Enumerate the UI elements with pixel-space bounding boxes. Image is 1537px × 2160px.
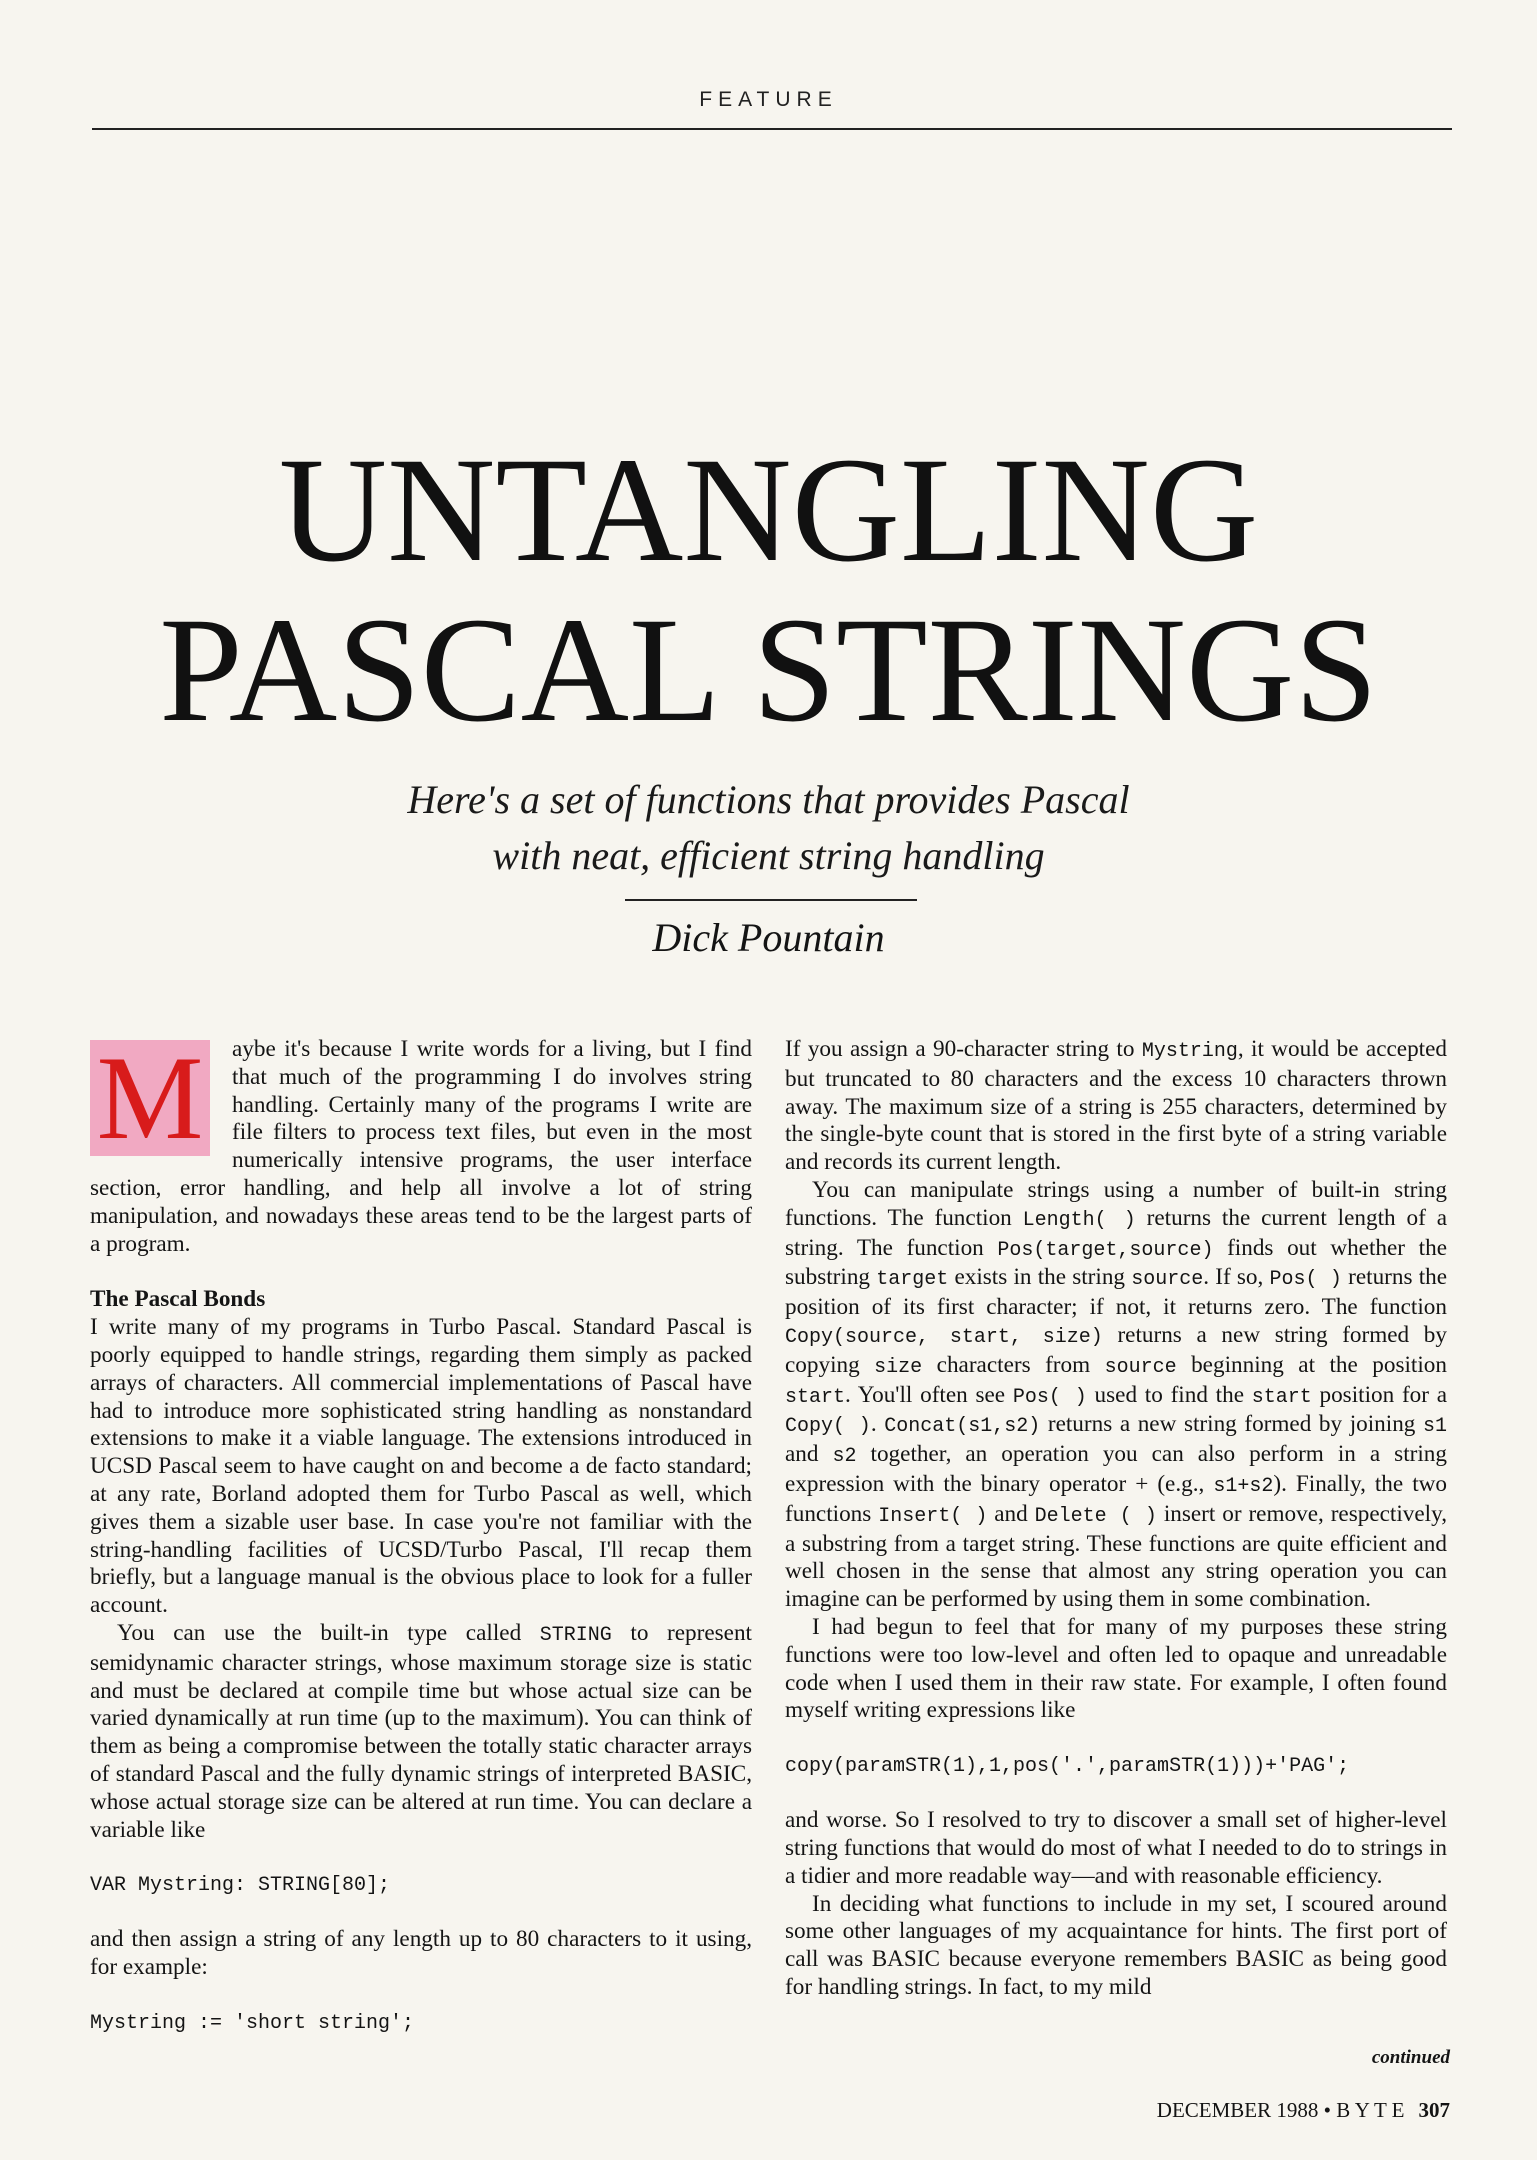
paragraph: If you assign a 90-character string to Mystring, it would be accepted but truncated to 80 characters and the excess 10 characters thrown away. The maximum size of a string is 255 characters, determined by the single-byte count that is stored in the first byte of a string variable and records its current length. bbox=[785, 1036, 1448, 1176]
paragraph: and then assign a string of any length up to 80 characters to it using, for example: bbox=[90, 1926, 752, 1981]
paragraph: I write many of my programs in Turbo Pascal. Standard Pascal is poorly equipped to handle strings, regarding them simply as packed arrays of characters. All commercial implementations of Pascal have had to introduce more sophisticated string handling as nonstandard extensions to make it a viable language. The extensions introduced in UCSD Pascal seem to have caught on and become a de facto standard; at any rate, Borland adopted them for Turbo Pascal as well, which gives them a sizable user base. In case you're not familiar with the string-handling facilities of UCSD/Turbo Pascal, I'll recap them briefly, but a language manual is the obvious place to look for a fuller account. bbox=[90, 1314, 752, 1619]
page-folio bbox=[1000, 2098, 1450, 2123]
inline-code: start bbox=[785, 1385, 846, 1409]
paragraph: and worse. So I resolved to try to discover a small set of higher-level string functions that would do most of what I needed to do to strings in a tidier and more readable way—and with reasonable efficiency. bbox=[785, 1807, 1447, 1889]
inline-code: Pos(target,source) bbox=[997, 1238, 1214, 1262]
title-line-2: PASCAL STRINGS bbox=[159, 587, 1378, 753]
inline-code: source bbox=[1131, 1268, 1204, 1292]
article-title bbox=[0, 427, 1537, 753]
subtitle-line-1: Here's a set of functions that provides Pascal bbox=[407, 777, 1130, 822]
inline-code: Concat(s1,s2) bbox=[884, 1415, 1041, 1439]
inline-code: Mystring bbox=[1141, 1040, 1238, 1063]
continued-label: continued bbox=[1371, 2047, 1450, 2068]
inline-code: s2 bbox=[832, 1445, 857, 1469]
inline-code: Length( ) bbox=[1022, 1208, 1136, 1232]
inline-code: s1+s2 bbox=[1213, 1474, 1274, 1498]
inline-code: Pos( ) bbox=[1012, 1385, 1087, 1409]
header-rule bbox=[92, 128, 1452, 130]
title-line-1: UNTANGLING bbox=[278, 427, 1259, 593]
author-byline: Dick Pountain bbox=[652, 915, 885, 960]
code-block: copy(paramSTR(1),1,pos('.',paramSTR(1)))+'PAG'; bbox=[785, 1755, 1350, 1779]
folio-text: DECEMBER 1988 • B Y T E bbox=[1156, 2098, 1405, 2122]
paragraph: I had begun to feel that for many of my purposes these string functions were too low-level and often led to opaque and unreadable code when I used them in their raw state. For example, I often found myself writing expressions like bbox=[785, 1613, 1447, 1724]
inline-code: target bbox=[876, 1268, 949, 1292]
inline-code: Copy(source, start, size) bbox=[785, 1325, 1103, 1349]
section-heading: The Pascal Bonds bbox=[90, 1286, 266, 1313]
inline-code: Copy( ) bbox=[785, 1415, 871, 1439]
paragraph-intro: aybe it's because I write words for a living, but I find that much of the programming I do involves string handling. Certainly many of the programs I write are file filters to process text files, but even in the most numerically intensive programs, the user interface section, error handling, and help all involve a lot of string manipulation, and nowadays these areas tend to be the largest parts of a program. bbox=[90, 1036, 752, 1257]
page-number: 307 bbox=[1418, 2098, 1450, 2122]
article-subtitle bbox=[0, 772, 1537, 884]
code-block: Mystring := 'short string'; bbox=[90, 2011, 415, 2035]
inline-code: s1 bbox=[1423, 1415, 1448, 1439]
inline-code: STRING bbox=[539, 1623, 612, 1647]
inline-code: Insert( ) bbox=[878, 1504, 988, 1528]
section-label: FEATURE bbox=[699, 88, 838, 111]
paragraph: You can manipulate strings using a number of built-in string functions. The function Length( ) returns the current length of a string. The function Pos(target,source) finds out whether the substring target exists in the string source. If so, Pos( ) returns the position of its first character; if not, it returns zero. The function Copy(source, start, size) returns a new string formed by copying size characters from source beginning at the position start. You'll often see Pos( ) used to find the start position for a Copy( ). Concat(s1,s2) returns a new string formed by joining s1 and s2 together, an operation you can also perform in a string expression with the binary operator + (e.g., s1+s2). Finally, the two functions Insert( ) and Delete ( ) insert or remove, respectively, a substring from a target string. These functions are quite efficient and well chosen in the sense that almost any string operation you can imagine can be performed by using them in some combination. bbox=[785, 1176, 1448, 1613]
inline-code: Delete ( ) bbox=[1034, 1504, 1157, 1528]
subtitle-line-2: with neat, efficient string handling bbox=[492, 833, 1045, 878]
right-column bbox=[785, 1036, 1447, 2002]
inline-code: start bbox=[1251, 1385, 1312, 1409]
paragraph: In deciding what functions to include in my set, I scoured around some other languages of my acquaintance for hints. The first port of call was BASIC because everyone remembers BASIC as being good for handling strings. In fact, to my mild bbox=[785, 1890, 1447, 2000]
left-column bbox=[90, 1031, 752, 2064]
inline-code: Pos( ) bbox=[1269, 1268, 1342, 1292]
drop-cap: M bbox=[90, 1040, 210, 1156]
code-block: VAR Mystring: STRING[80]; bbox=[90, 1874, 391, 1898]
paragraph: You can use the built-in type called STRING to represent semidynamic character strings, whose maximum storage size is static and must be declared at compile time but whose actual size can be varied dynamically at run time (up to the maximum). You can think of them as being a compromise between the totally static character arrays of standard Pascal and the fully dynamic strings of interpreted BASIC, whose actual storage size can be altered at run time. You can declare a variable like bbox=[90, 1619, 752, 1843]
inline-code: size bbox=[874, 1355, 923, 1379]
byline-rule bbox=[625, 899, 917, 901]
inline-code: source bbox=[1104, 1355, 1177, 1379]
